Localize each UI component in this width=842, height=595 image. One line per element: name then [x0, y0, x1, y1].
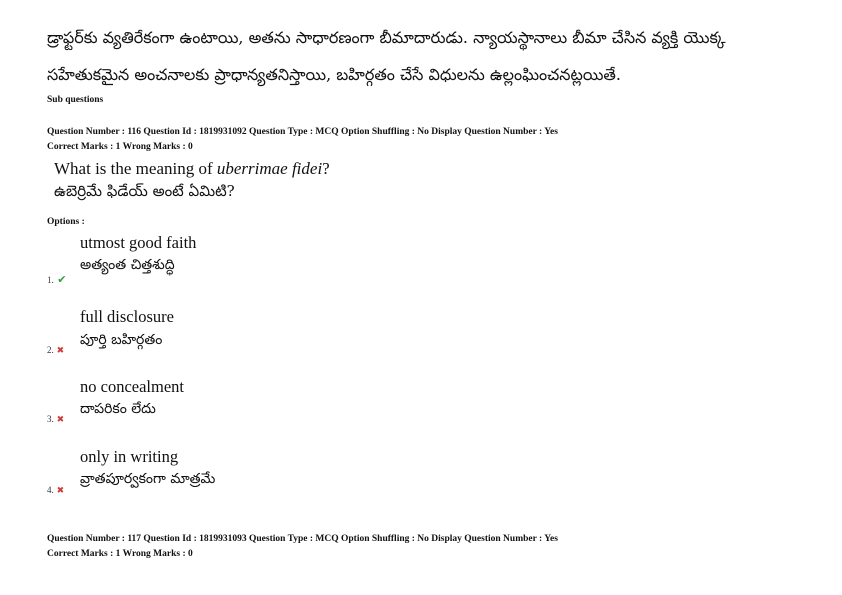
option-2-marker — [47, 345, 64, 357]
option-1-text-te: అత్యంత చిత్తశుద్ధి — [80, 257, 175, 273]
question-116-meta: Question Number : 116 Question Id : 1819931092 Question Type : MCQ Option Shuffling : No Display Question Number : Yes — [47, 127, 558, 137]
intro-paragraph-line-2: సహేతుకమైన అంచనాలకు ప్రాధాన్యతనిస్తాయి, బహిర్గతం చేసే విధులను ఉల్లంఘించనట్లయితే. — [47, 65, 621, 84]
option-4-marker — [47, 485, 64, 497]
question-latin-term: uberrimae fidei — [216, 159, 323, 178]
option-4-text-te: వ్రాతపూర్వకంగా మాత్రమే — [80, 471, 216, 487]
option-number: 1. — [47, 275, 54, 285]
question-116-text-en — [54, 159, 330, 179]
question-116-text-te: ఉబెర్రిమే ఫిడేయ్ అంటే ఏమిటి? — [54, 182, 235, 200]
option-number: 4. — [47, 485, 54, 495]
option-3-text-te: దాపరికం లేదు — [80, 401, 156, 417]
question-text-suffix: ? — [322, 159, 330, 178]
question-117-marks: Correct Marks : 1 Wrong Marks : 0 — [47, 549, 193, 559]
options-label: Options : — [47, 217, 85, 227]
option-2-text-en: full disclosure — [80, 307, 174, 326]
question-117-meta: Question Number : 117 Question Id : 1819931093 Question Type : MCQ Option Shuffling : No Display Question Number : Yes — [47, 534, 558, 544]
question-116-marks: Correct Marks : 1 Wrong Marks : 0 — [47, 142, 193, 152]
cross-icon: ✖ — [53, 346, 65, 356]
option-4-text-en: only in writing — [80, 447, 179, 466]
cross-icon: ✖ — [53, 486, 65, 496]
option-1-text-en: utmost good faith — [80, 233, 197, 252]
option-3-marker — [47, 414, 64, 426]
sub-questions-label: Sub questions — [47, 95, 104, 105]
option-1-marker — [47, 274, 66, 286]
option-3-text-en: no concealment — [80, 377, 184, 396]
option-number: 2. — [47, 345, 54, 355]
option-2-text-te: పూర్తి బహిర్గతం — [80, 332, 163, 348]
question-text-prefix: What is the meaning of — [54, 159, 217, 178]
option-number: 3. — [47, 414, 54, 424]
cross-icon: ✖ — [53, 415, 65, 425]
check-icon: ✔ — [53, 273, 67, 286]
intro-paragraph-line-1: డ్రాఫ్టర్‌కు వ్యతిరేకంగా ఉంటాయి, అతను సాధారణంగా బీమాదారుడు. న్యాయస్థానాలు బీమా చేసిన వ్యక్తి యొక్క — [47, 28, 726, 47]
